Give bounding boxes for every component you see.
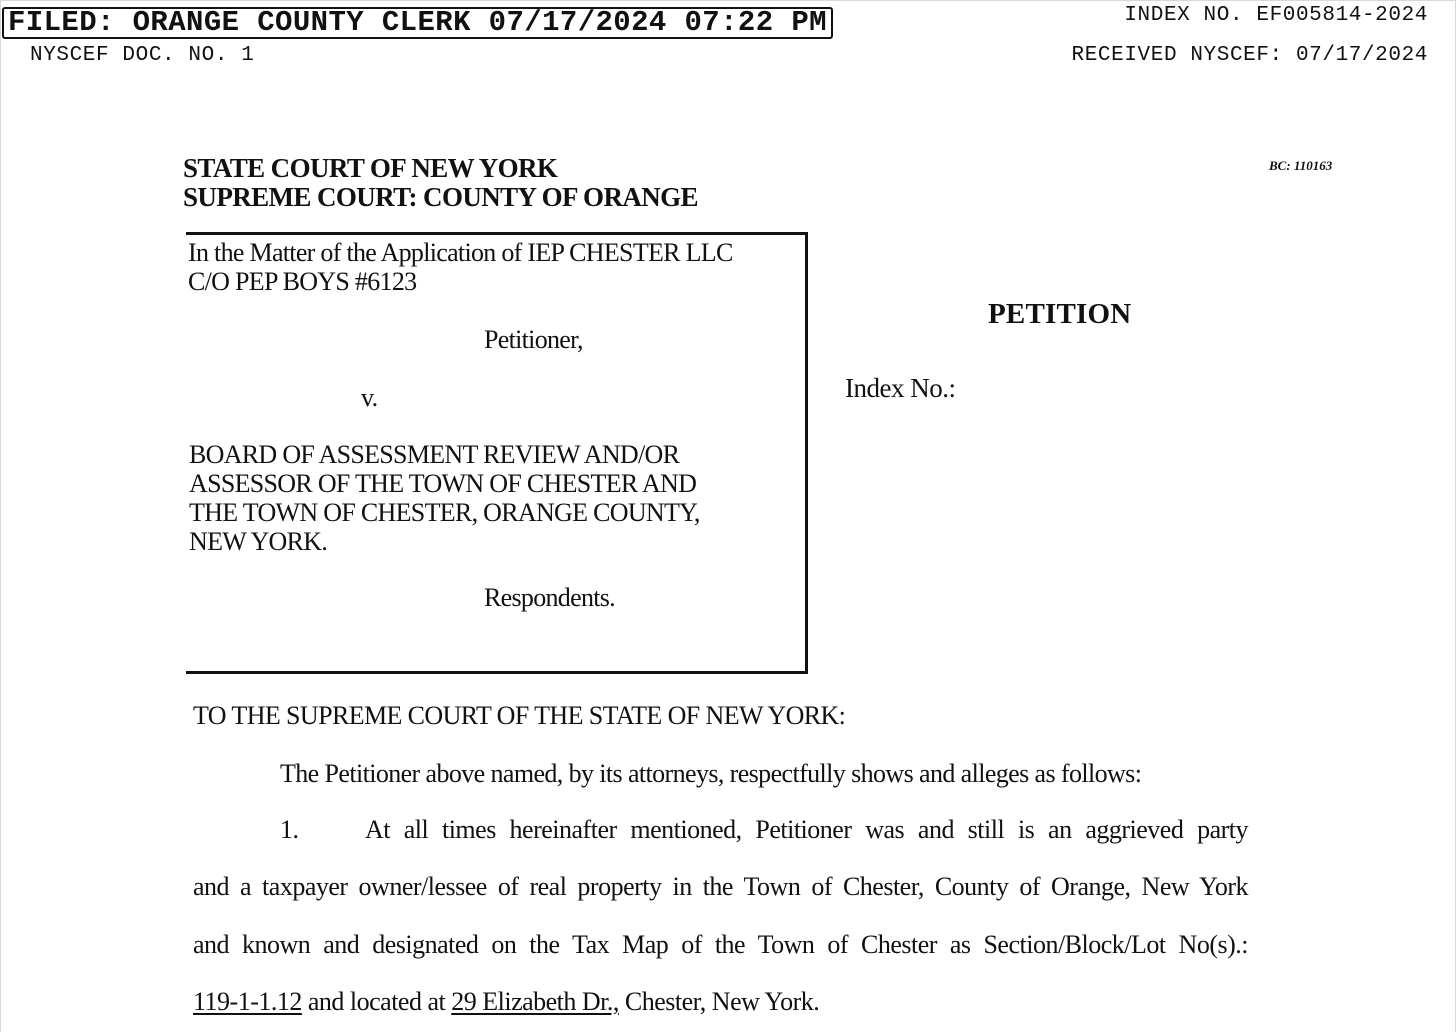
paragraph-number: 1. [280,815,299,844]
respondent-line-2: ASSESSOR OF THE TOWN OF CHESTER AND [189,469,697,498]
respondent-line-3: THE TOWN OF CHESTER, ORANGE COUNTY, [189,498,700,527]
paragraph-1-text: At all times hereinafter mentioned, Petitioner was and still is an aggrieved party [365,815,1248,844]
bc-code: BC: 110163 [1269,158,1333,173]
document-number: NYSCEF DOC. NO. 1 [30,44,255,67]
matter-line-1: In the Matter of the Application of IEP CHESTER LLC [188,238,733,267]
index-number: INDEX NO. EF005814-2024 [1124,4,1428,27]
petitioner-name [188,238,733,296]
located-text: and located at [301,987,452,1016]
index-number-label: Index No.: [845,373,956,403]
city-text: Chester, New York. [618,987,820,1016]
respondent-names [189,440,700,556]
addressee-line: TO THE SUPREME COURT OF THE STATE OF NEW YORK: [193,701,846,730]
document-title: PETITION [988,298,1132,330]
intro-paragraph: The Petitioner above named, by its attorneys, respectfully shows and alleges as follows: [280,759,1142,788]
respondent-line-4: NEW YORK. [189,527,328,556]
respondents-label: Respondents. [484,583,615,612]
respondent-line-1: BOARD OF ASSESSMENT REVIEW AND/OR [189,440,680,469]
court-county: SUPREME COURT: COUNTY OF ORANGE [183,182,698,212]
petitioner-label: Petitioner, [484,325,583,354]
case-caption-box [186,232,808,674]
matter-line-2: C/O PEP BOYS #6123 [188,267,417,296]
court-name: STATE COURT OF NEW YORK [183,153,558,183]
filed-stamp: FILED: ORANGE COUNTY CLERK 07/17/2024 07:22 PM [2,7,833,39]
paragraph-1-line-2: and a taxpayer owner/lessee of real property in the Town of Chester, County of Orange, New York [193,872,1248,901]
versus-label: v. [361,383,378,412]
property-address: 29 Elizabeth Dr., [451,987,619,1016]
received-date: RECEIVED NYSCEF: 07/17/2024 [1071,44,1428,67]
paragraph-1-line-3: and known and designated on the Tax Map of the Town of Chester as Section/Block/Lot No(s).: [193,930,1248,959]
paragraph-1-line-4 [193,987,1248,1017]
section-block-lot: 119-1-1.12 [193,987,302,1016]
